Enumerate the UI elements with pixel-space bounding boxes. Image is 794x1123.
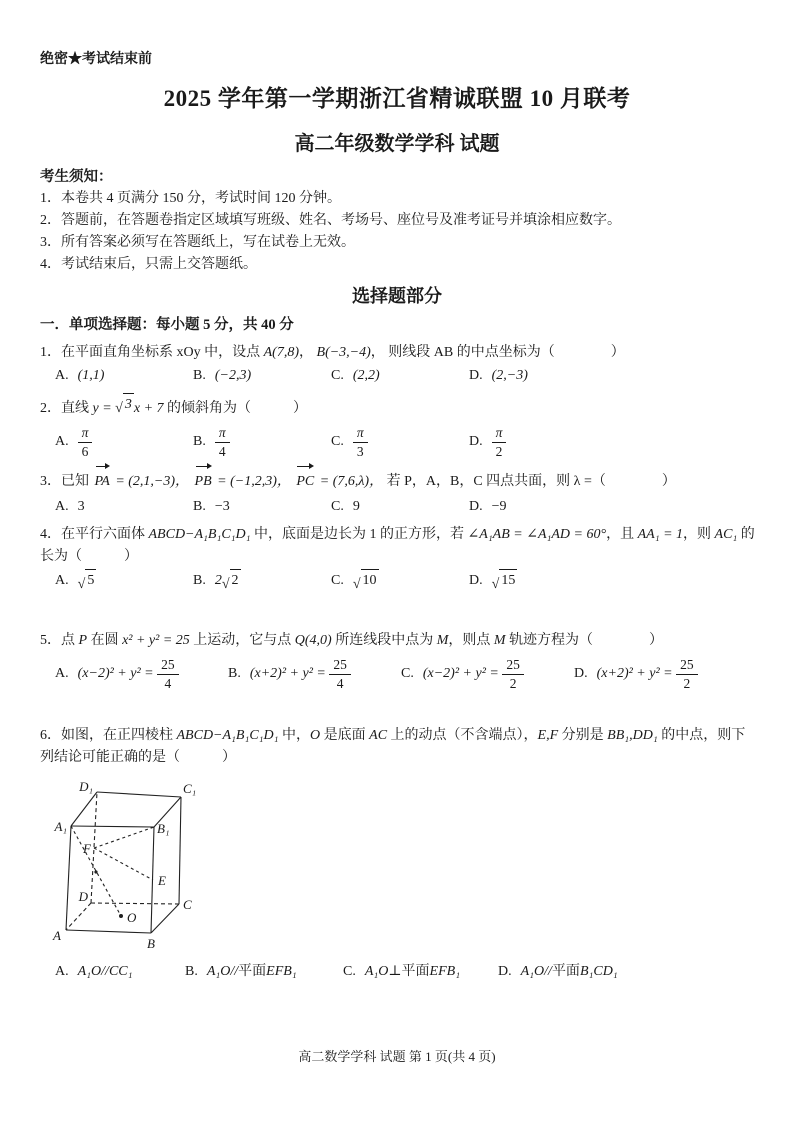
option-a [55,425,193,459]
denominator: 2 [495,443,503,459]
option-d-label: D. [469,499,483,515]
equation: (x+2)² + y² = [249,666,326,682]
question-1 [40,342,754,387]
q3-eq1: = (2,1,−3)， [111,474,193,490]
notice-item-1: 1．本卷共 4 页满分 150 分，考试时间 120 分钟。 [40,191,341,206]
option-b [193,496,331,518]
radical-sign: √ [115,401,123,416]
option-c-label: C. [331,499,344,515]
question-5-options [40,657,754,691]
question-5-stem [40,630,754,652]
question-5 [40,630,754,691]
option-b-label: B. [185,964,198,980]
plane-word: 平面 [401,964,430,980]
option-b-label: B. [193,434,206,450]
option-a-label: A. [55,434,69,450]
q6-text2: 中， [278,728,311,744]
option-b [193,425,331,459]
q2-text-end: 的倾斜角为（ ） [163,401,308,416]
option-d [498,961,618,983]
option-c [343,961,498,983]
q6-text1: 如图，在正四棱柱 [61,728,177,744]
option-c [401,657,574,691]
section-subheading: 一．单项选择题：每小题 5 分，共 40 分 [40,317,294,333]
edge-ab [66,930,151,933]
q5-text4: 所连线段中点为 [331,633,437,649]
denominator: 4 [164,675,172,691]
q5-point-p: P [78,633,88,649]
radical-sign: √ [221,577,230,593]
q6-base: AC [369,728,388,744]
secrecy-notice: 绝密★考试结束前 [40,52,152,67]
question-2-stem [40,393,754,420]
segment: A₁O [520,964,545,980]
notice-item-2: 2．答题前，在答题卷指定区域填写班级、姓名、考场号、座位号及准考证号并填涂相应数字。 [40,213,621,228]
edge-bc [151,904,179,933]
option-a-label: A. [55,666,69,682]
radicand: 3 [123,393,134,416]
question-6-number: 6． [40,728,61,744]
sqrt-expression [115,393,134,416]
option-a [55,961,185,983]
numerator: π [353,425,368,443]
option-a-label: A. [55,572,69,588]
radicand: 5 [85,569,96,592]
prism-figure [44,779,234,957]
q5-point-q: Q(4,0) [294,633,332,649]
numerator: π [78,425,93,443]
option-b-label: B. [193,572,206,588]
line-fe [94,848,153,880]
option-d-label: D. [469,368,483,383]
sqrt-value [492,569,518,592]
fraction [329,657,351,691]
q4-text1: 在平行六面体 [61,527,149,543]
fraction [502,657,524,691]
numerator: π [215,425,230,443]
notice-heading: 考生须知： [40,169,113,185]
question-3-options [40,496,754,518]
option-d-label: D. [469,434,483,450]
equation: (x+2)² + y² = [596,666,673,682]
q1-text-end: ， 则线段 AB 的中点坐标为（ ） [370,345,625,360]
target: B₁CD₁ [579,964,618,980]
label-c: C [183,897,192,913]
fraction [492,425,507,459]
vector-pb: PB [195,469,212,495]
option-c [331,496,469,518]
label-o: O [127,910,137,926]
question-4-stem-line1 [40,524,754,546]
q4-diagonal: AC₁ [714,527,738,543]
q2-eq-lhs: y = [92,401,112,416]
q3-eq2: = (−1,2,3)， [213,474,295,490]
page-footer: 高二数学学科 试题 第 1 页(共 4 页) [298,1049,496,1064]
coefficient: 2 [214,572,222,588]
segment: A₁O [77,964,102,980]
q5-point-m2: M [493,633,506,649]
edge-cc1 [179,797,181,904]
q6-text4: 上的动点（不含端点）， [387,728,538,744]
q6-text6: 的中点，则下 [657,728,746,744]
option-b-value: −3 [214,499,230,515]
label-d: D [78,889,88,905]
denominator: 3 [356,443,364,459]
option-b-label: B. [228,666,241,682]
question-1-number: 1． [40,345,61,360]
option-d-value: −9 [491,499,507,515]
numerator: 25 [676,657,698,675]
option-c [331,425,469,459]
numerator: π [492,425,507,443]
radical-sign: √ [491,577,500,593]
label-e: E [158,873,166,889]
relation-symbol: // [101,964,109,980]
option-d [469,365,528,387]
option-d-value: (2,−3) [491,368,528,383]
q2-text: 直线 [61,401,93,416]
radical-sign: √ [352,577,361,593]
question-6-options [40,961,754,983]
relation-symbol: // [230,964,239,980]
q1-point-b: B(−3,−4) [316,345,371,360]
option-a [55,496,193,518]
equation: (x−2)² + y² = [77,666,154,682]
question-6-stem-line1 [40,725,754,747]
denominator: 6 [81,443,89,459]
q2-eq-rhs: x + 7 [133,401,164,416]
question-2-number: 2． [40,401,61,416]
q5-text2: 在圆 [87,633,123,649]
equation: (x−2)² + y² = [422,666,499,682]
option-a-value: (1,1) [77,368,105,383]
option-b-label: B. [193,499,206,515]
option-c-label: C. [401,666,414,682]
section-title: 选择题部分 [352,286,442,306]
q6-solid-name: ABCD−A₁B₁C₁D₁ [176,728,279,744]
option-b [193,365,331,387]
question-3-stem [40,465,754,495]
label-a1: A₁ [54,819,67,835]
q4-text3: ，且 [606,527,638,543]
fraction [353,425,368,459]
option-c-value: (2,2) [352,368,380,383]
denominator: 4 [218,443,226,459]
plane-word: 平面 [238,964,267,980]
option-b [193,569,331,592]
exam-subtitle: 高二年级数学学科 试题 [294,133,500,155]
option-b-value: (−2,3) [214,368,252,383]
q4-solid-name: ABCD−A₁B₁C₁D₁ [148,527,251,543]
option-a-label: A. [55,964,69,980]
label-b: B [147,936,155,952]
q4-text5: 的 [737,527,755,543]
option-d [574,657,698,691]
numerator: 25 [157,657,179,675]
target: EFB₁ [429,964,461,980]
q4-angles: ∠A₁AB = ∠A₁AD = 60° [467,527,607,543]
label-a: A [53,928,61,944]
option-b-label: B. [193,368,206,383]
q3-eq3: = (7,6,λ)， [316,474,384,490]
q3-text: 已知 [61,474,93,490]
q1-point-a: A(7,8) [263,345,300,360]
q1-text: 在平面直角坐标系 xOy 中，设点 [61,345,264,360]
numerator: 25 [502,657,524,675]
fraction [78,425,93,459]
q5-point-m: M [436,633,449,649]
q5-text3: 上运动，它与点 [189,633,295,649]
question-4 [40,524,754,592]
radicand: 2 [230,569,241,592]
option-b [185,961,343,983]
q6-edges: BB₁,DD₁ [607,728,658,744]
notice-item-3: 3．所有答案必须写在答题纸上，写在试卷上无效。 [40,235,355,250]
edge-da [66,903,91,930]
q4-edge: AA₁ = 1 [637,527,684,543]
option-a-label: A. [55,368,69,383]
q5-text1: 点 [61,633,79,649]
option-c [331,569,469,592]
question-2-options [40,425,754,459]
exam-title: 2025 学年第一学期浙江省精诚联盟 10 月联考 [163,86,631,111]
option-b [228,657,401,691]
question-1-stem [40,342,754,364]
q5-circle-eq: x² + y² = 25 [122,633,190,649]
q4-text2: 中，底面是边长为 1 的正方形，若 [250,527,468,543]
option-a-label: A. [55,499,69,515]
option-a-value: 3 [77,499,85,515]
option-c-label: C. [331,368,344,383]
question-6-stem-line2: 列结论可能正确的是（ ） [40,750,236,766]
fraction [157,657,179,691]
vector-pa: PA [95,469,110,495]
radicand: 10 [361,569,379,592]
question-1-options [40,365,754,387]
question-4-stem-line2: 长为（ ） [40,549,138,565]
question-4-number: 4． [40,527,61,543]
question-5-number: 5． [40,633,61,649]
option-d-label: D. [574,666,588,682]
question-4-options [40,569,754,592]
option-d [469,425,506,459]
q6-points-ef: E,F [537,728,559,744]
denominator: 2 [509,675,517,691]
option-c-value: 9 [352,499,360,515]
q5-text-end: 轨迹方程为（ ） [505,633,664,649]
candidate-notice [40,166,754,276]
sqrt-value [353,569,379,592]
fraction [215,425,230,459]
label-b1: B₁ [157,821,170,837]
segment: A₁O [364,964,389,980]
question-3 [40,465,754,518]
point-o-dot [119,914,123,918]
fraction [676,657,698,691]
option-c-label: C. [331,572,344,588]
q5-text5: ，则点 [448,633,494,649]
edge-a1b1 [71,826,154,827]
target: EFB₁ [266,964,297,980]
question-3-number: 3． [40,474,61,490]
target: CC₁ [108,964,133,980]
numerator: 25 [329,657,351,675]
segment: A₁O [206,964,231,980]
option-c-label: C. [343,964,356,980]
prism-svg [44,779,234,957]
line-fb1 [94,827,154,848]
q6-text5: 分别是 [558,728,608,744]
question-6 [40,725,754,983]
q6-point-o: O [310,728,321,744]
edge-d1a1 [71,792,97,826]
q6-text3: 是底面 [320,728,370,744]
edge-c1d1 [97,792,181,797]
denominator: 4 [336,675,344,691]
sqrt-value [222,569,241,592]
option-c [331,365,469,387]
label-d1: D₁ [79,779,93,795]
edge-dc [91,903,179,904]
interior-dot [94,870,97,873]
q1-sep: ， [299,345,317,360]
sqrt-value [78,569,97,592]
radicand: 15 [499,569,517,592]
radical-sign: √ [77,577,86,593]
q4-text4: ，则 [683,527,715,543]
q3-text-end: 若 P，A，B，C 四点共面，则 λ =（ ） [383,474,676,490]
option-a [55,365,193,387]
notice-item-4: 4．考试结束后，只需上交答题纸。 [40,257,257,272]
label-f: F [83,841,91,857]
option-d [469,569,517,592]
question-2 [40,393,754,459]
option-a [55,657,228,691]
option-d-label: D. [469,572,483,588]
label-c1: C₁ [183,781,197,797]
option-c-label: C. [331,434,344,450]
option-a [55,569,193,592]
plane-word: 平面 [551,964,580,980]
denominator: 2 [683,675,691,691]
relation-symbol: // [544,964,552,980]
option-d-label: D. [498,964,512,980]
vector-pc: PC [296,469,314,495]
relation-symbol: ⊥ [388,964,402,980]
edge-aa1 [66,826,71,930]
option-d [469,496,507,518]
